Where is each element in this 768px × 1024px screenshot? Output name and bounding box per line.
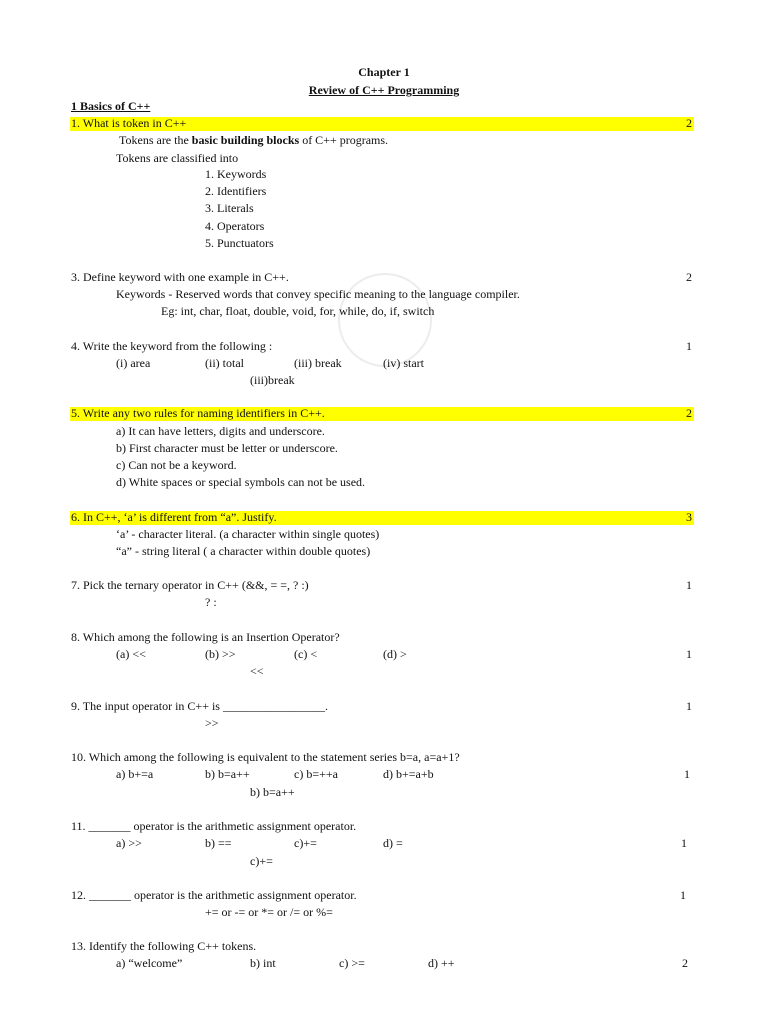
answer-6-line-1: ‘a’ - character literal. (a character within single quotes) xyxy=(116,527,380,541)
option: b) int xyxy=(250,956,276,970)
question-5: 5. Write any two rules for naming identifiers in C++. xyxy=(71,406,325,420)
option: (a) << xyxy=(116,647,146,661)
question-10: 10. Which among the following is equivalent to the statement series b=a, a=a+1? xyxy=(71,750,460,764)
answer-3-line-1: Keywords - Reserved words that convey specific meaning to the language compiler. xyxy=(116,287,520,301)
answer-4: (iii)break xyxy=(250,373,295,387)
mark-4: 1 xyxy=(686,339,692,353)
answer-5-line: b) First character must be letter or underscore. xyxy=(116,441,338,455)
answer-10: b) b=a++ xyxy=(250,785,295,799)
option: (i) area xyxy=(116,356,151,370)
question-3: 3. Define keyword with one example in C++. xyxy=(71,270,289,284)
question-11: 11. _______ operator is the arithmetic assignment operator. xyxy=(71,819,357,833)
question-7: 7. Pick the ternary operator in C++ (&&, = =, ? :) xyxy=(71,578,309,592)
option: (iv) start xyxy=(383,356,424,370)
option: d) = xyxy=(383,836,403,850)
list-item: 2. Identifiers xyxy=(205,184,267,198)
option: (iii) break xyxy=(294,356,342,370)
mark-5: 2 xyxy=(686,406,692,420)
answer-12: += or -= or *= or /= or %= xyxy=(205,905,333,919)
mark-1: 2 xyxy=(686,116,692,130)
question-8: 8. Which among the following is an Insertion Operator? xyxy=(71,630,340,644)
question-6: 6. In C++, ‘a’ is different from “a”. Justify. xyxy=(71,510,277,524)
option: d) ++ xyxy=(428,956,455,970)
answer-5-line: c) Can not be a keyword. xyxy=(116,458,237,472)
answer-7: ? : xyxy=(205,595,217,609)
list-item: 5. Punctuators xyxy=(205,236,274,250)
answer-5-line: a) It can have letters, digits and underscore. xyxy=(116,424,325,438)
list-item: 1. Keywords xyxy=(205,167,267,181)
mark-11: 1 xyxy=(681,836,687,850)
option: a) >> xyxy=(116,836,142,850)
option: a) “welcome” xyxy=(116,956,183,970)
mark-8: 1 xyxy=(686,647,692,661)
option: (d) > xyxy=(383,647,407,661)
option: c)+= xyxy=(294,836,317,850)
option: (b) >> xyxy=(205,647,236,661)
option: b) == xyxy=(205,836,232,850)
mark-7: 1 xyxy=(686,578,692,592)
section-heading: 1 Basics of C++ xyxy=(71,99,151,113)
answer-1-line-2: Tokens are classified into xyxy=(116,151,239,165)
answer-1-line-1: Tokens are the basic building blocks of C++ programs. xyxy=(119,133,389,147)
option: c) b=++a xyxy=(294,767,338,781)
answer-8: << xyxy=(250,664,264,678)
question-13: 13. Identify the following C++ tokens. xyxy=(71,939,257,953)
question-4: 4. Write the keyword from the following : xyxy=(71,339,273,353)
answer-5-line: d) White spaces or special symbols can not be used. xyxy=(116,475,366,489)
mark-13: 2 xyxy=(682,956,688,970)
mark-6: 3 xyxy=(686,510,692,524)
mark-3: 2 xyxy=(686,270,692,284)
question-12: 12. _______ operator is the arithmetic assignment operator. xyxy=(71,888,357,902)
list-item: 4. Operators xyxy=(205,219,265,233)
question-9: 9. The input operator in C++ is _________________. xyxy=(71,699,328,713)
answer-9: >> xyxy=(205,716,219,730)
option: c) >= xyxy=(339,956,365,970)
answer-6-line-2: “a” - string literal ( a character within double quotes) xyxy=(116,544,371,558)
option: a) b+=a xyxy=(116,767,154,781)
option: d) b+=a+b xyxy=(383,767,434,781)
option: (c) < xyxy=(294,647,318,661)
answer-3-line-2: Eg: int, char, float, double, void, for, while, do, if, switch xyxy=(161,304,435,318)
page-title: Review of C++ Programming xyxy=(308,83,460,97)
mark-9: 1 xyxy=(686,699,692,713)
mark-12: 1 xyxy=(680,888,686,902)
chapter-heading: Chapter 1 xyxy=(358,65,410,79)
option: b) b=a++ xyxy=(205,767,250,781)
list-item: 3. Literals xyxy=(205,201,254,215)
mark-10: 1 xyxy=(684,767,690,781)
question-1: 1. What is token in C++ xyxy=(71,116,187,130)
answer-11: c)+= xyxy=(250,854,273,868)
option: (ii) total xyxy=(205,356,244,370)
